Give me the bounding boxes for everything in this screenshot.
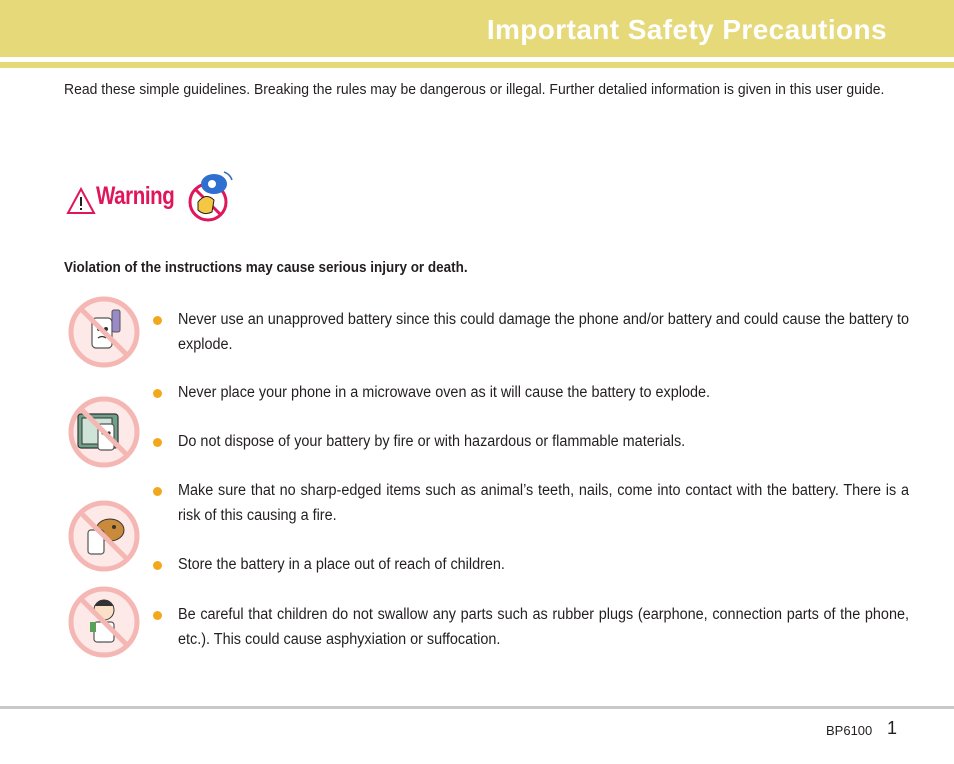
- warning-banner: [66, 166, 246, 226]
- warning-label: Warning: [96, 182, 175, 210]
- no-microwave-illustration: [68, 396, 140, 468]
- warning-triangle-icon: [66, 186, 96, 216]
- precaution-item-3: Do not dispose of your battery by fire or with hazardous or flammable materials.: [178, 433, 686, 450]
- header-rule: [0, 62, 954, 68]
- page-number: 1: [887, 718, 898, 738]
- footer-rule: [0, 706, 954, 709]
- precaution-item-5: Store the battery in a place out of reach of children.: [178, 556, 505, 573]
- precaution-item-2: Never place your phone in a microwave oven as it will cause the battery to explode.: [178, 384, 711, 401]
- violation-note: Violation of the instructions may cause serious injury or death.: [64, 260, 468, 276]
- bullet-5: [153, 561, 162, 570]
- intro-paragraph: Read these simple guidelines. Breaking the rules may be dangerous or illegal. Further detalied information is given in this user guide.: [64, 81, 885, 98]
- bullet-1: [153, 316, 162, 325]
- bullet-4: [153, 487, 162, 496]
- bullet-3: [153, 438, 162, 447]
- bullet-6: [153, 611, 162, 620]
- precaution-item-4: Make sure that no sharp-edged items such as animal’s teeth, nails, come into contact with the battery. There is a risk of this causing a fire.: [178, 482, 909, 524]
- precaution-item-6: Be careful that children do not swallow any parts such as rubber plugs (earphone, connection parts of the phone, etc.). This could cause asphyxiation or suffocation.: [178, 606, 909, 648]
- no-animal-bite-illustration: [68, 500, 140, 572]
- page-title: Important Safety Precautions: [486, 14, 887, 45]
- mascot-hand-icon: [184, 166, 240, 224]
- no-unapproved-battery-illustration: [68, 296, 140, 368]
- no-children-illustration: [68, 586, 140, 658]
- bullet-2: [153, 389, 162, 398]
- precaution-item-1: Never use an unapproved battery since this could damage the phone and/or battery and could cause the battery to explode.: [178, 311, 909, 353]
- model-number: BP6100: [826, 723, 873, 738]
